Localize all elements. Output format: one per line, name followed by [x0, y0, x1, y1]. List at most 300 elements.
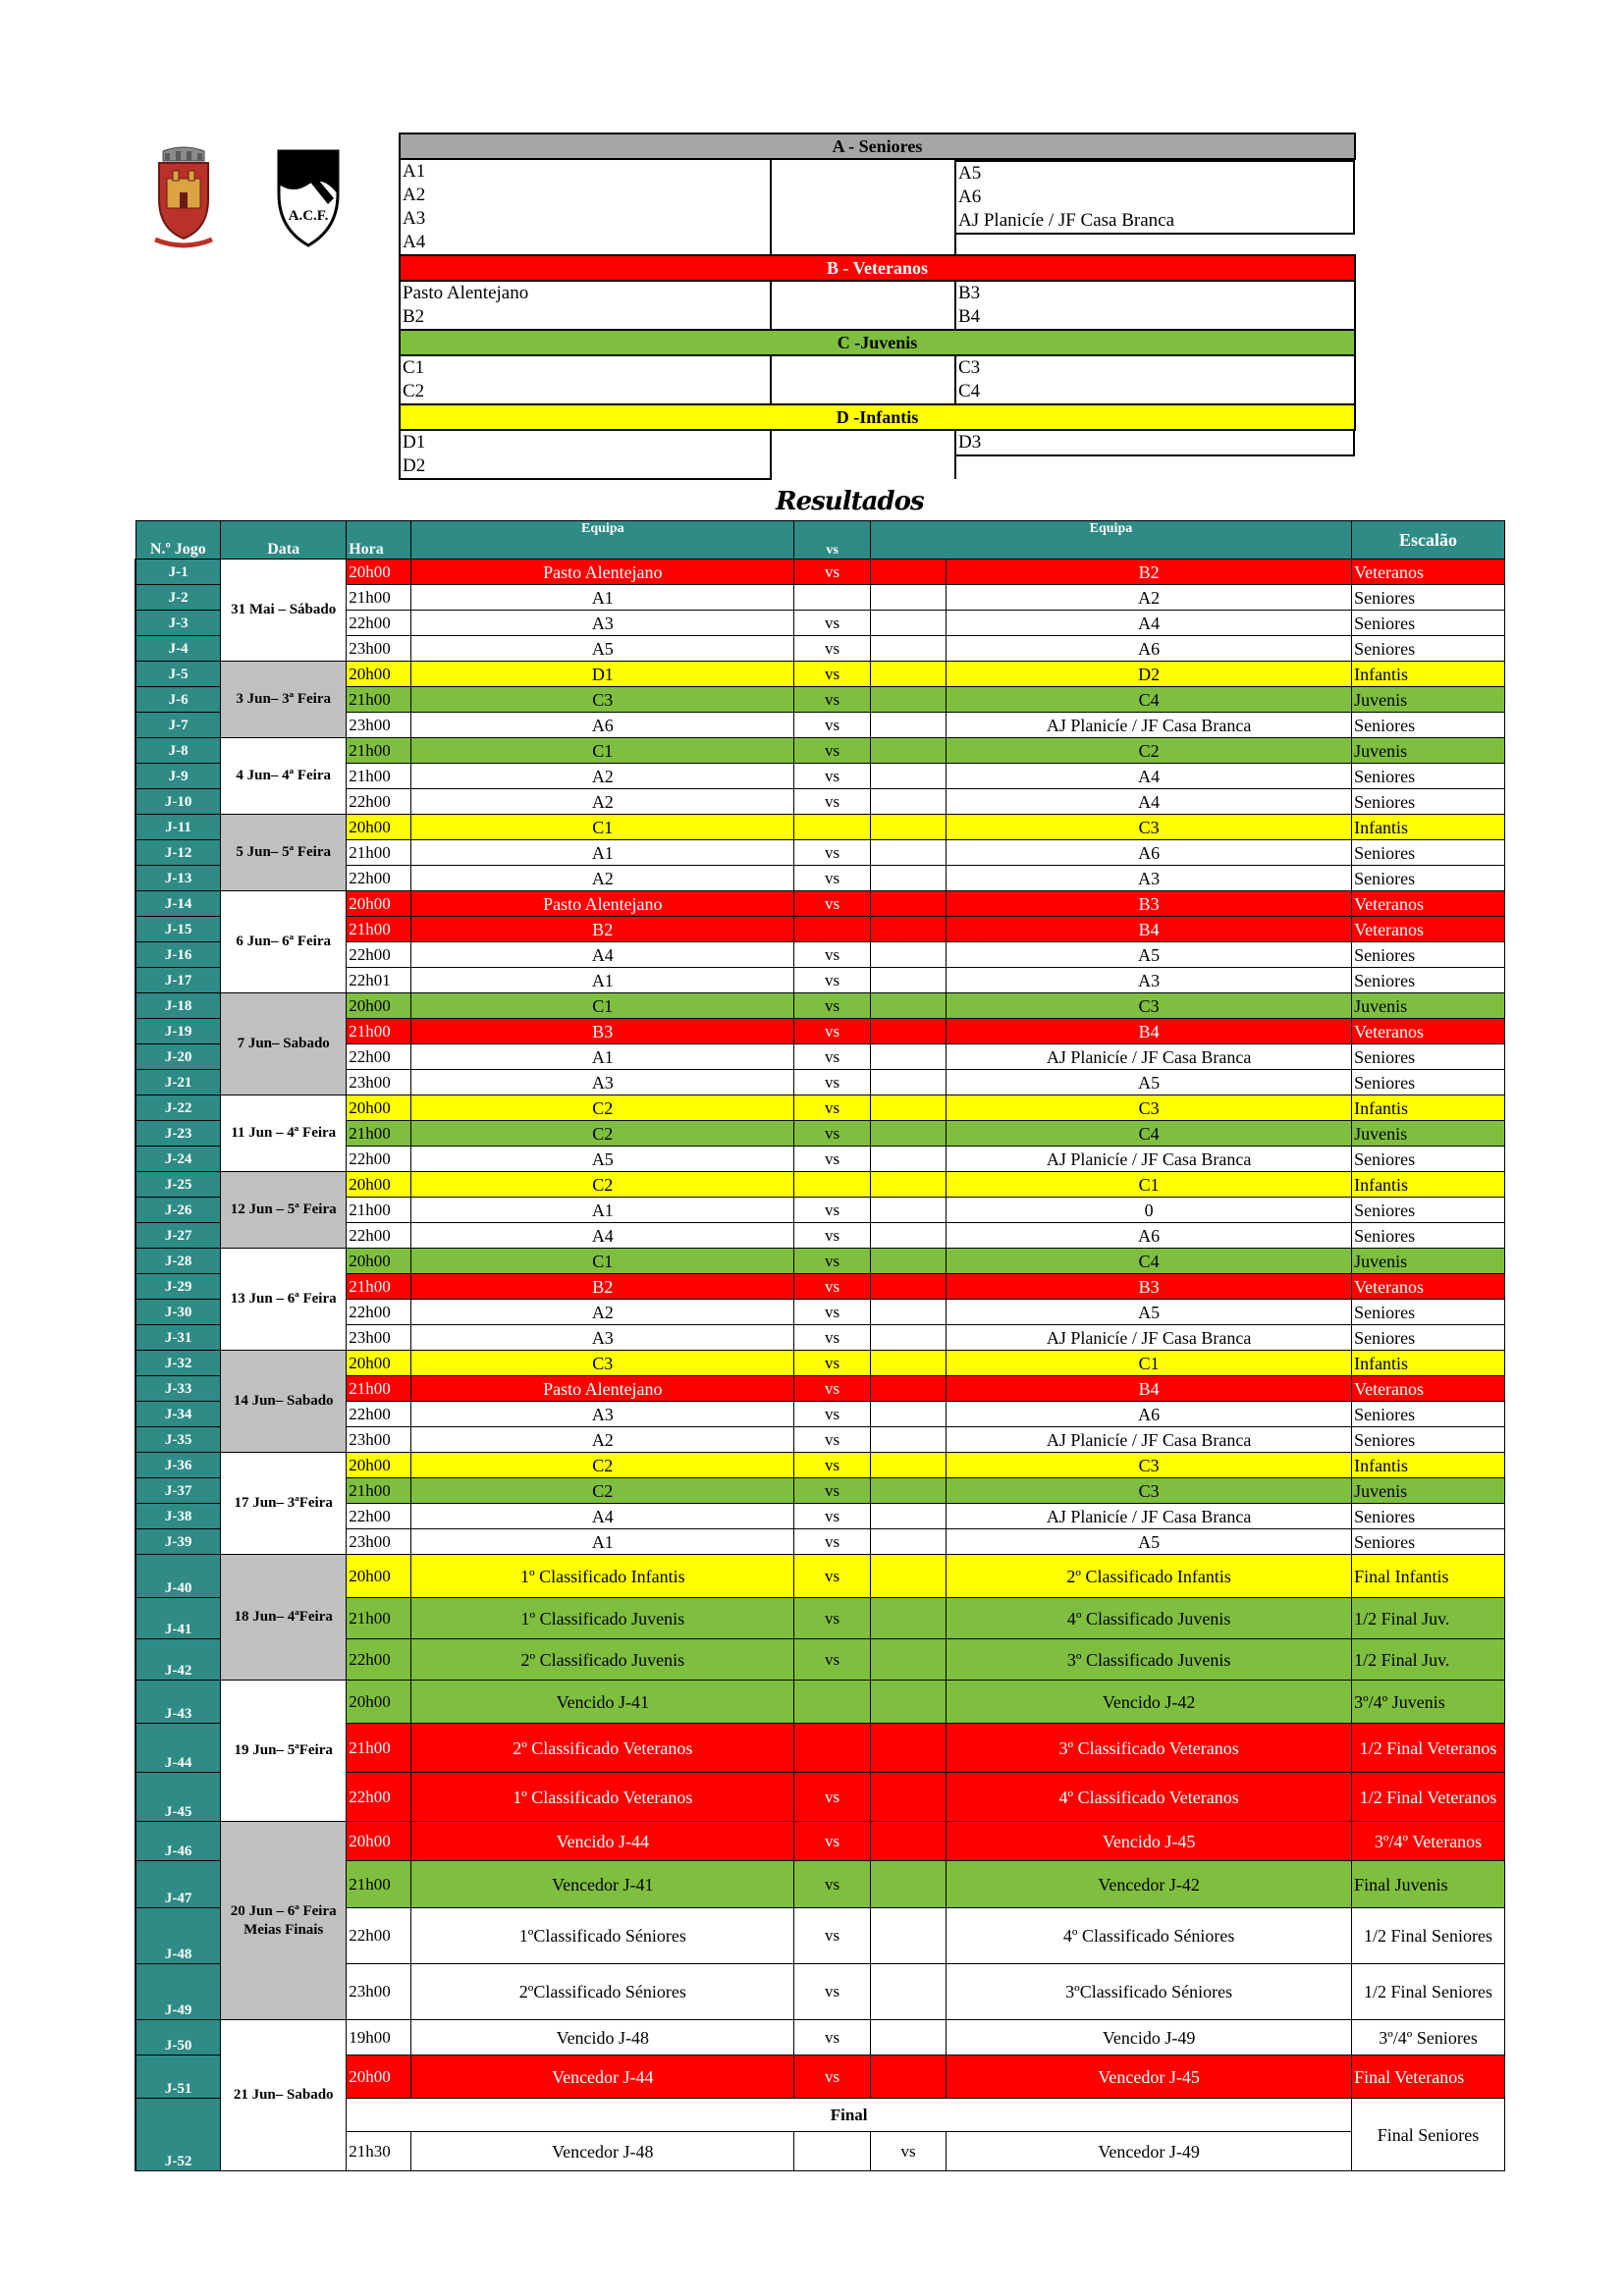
hora-cell: 20h00	[347, 815, 411, 840]
team-1-cell: 1ºClassificado Séniores	[411, 1908, 794, 1964]
hora-cell: 22h00	[347, 1639, 411, 1681]
group-teams-row	[400, 355, 1355, 404]
hora-cell: 21h00	[347, 687, 411, 713]
escalao-cell: Seniores	[1352, 1504, 1505, 1529]
team-1-cell: B3	[411, 1019, 794, 1044]
hora-cell: 20h00	[347, 1351, 411, 1376]
game-number: J-13	[135, 866, 221, 891]
game-number: J-22	[135, 1095, 221, 1121]
escalao-cell: Seniores	[1352, 1300, 1505, 1325]
team-1-cell: C2	[411, 1478, 794, 1504]
game-row	[135, 1249, 1505, 1274]
group-right-teams	[955, 355, 1355, 404]
vs-cell: vs	[794, 1147, 870, 1172]
hora-cell: 20h00	[347, 1095, 411, 1121]
team-2-cell: 3ºClassificado Séniores	[947, 1964, 1352, 2020]
team-1-cell: A4	[411, 1504, 794, 1529]
vs-cell	[794, 1172, 870, 1198]
game-row	[135, 2020, 1505, 2056]
escalao-cell: Seniores	[1352, 968, 1505, 993]
hora-cell: 21h00	[347, 1478, 411, 1504]
escalao-cell: Juvenis	[1352, 1121, 1505, 1147]
hora-cell: 21h00	[347, 1019, 411, 1044]
hora-cell: 21h00	[347, 917, 411, 942]
spacer-cell	[870, 636, 946, 662]
hora-cell: 20h00	[347, 1555, 411, 1598]
team-1-cell: A4	[411, 942, 794, 968]
date-cell: 20 Jun – 6ª Feira Meias Finais	[221, 1822, 347, 2020]
spacer-cell	[870, 1598, 946, 1639]
group-teams-row	[400, 281, 1355, 330]
game-row	[135, 1172, 1505, 1198]
spacer-cell	[870, 1453, 946, 1478]
team-1-cell: A6	[411, 713, 794, 738]
team-1-cell: A2	[411, 1300, 794, 1325]
game-number: J-4	[135, 636, 221, 662]
group-teams-row	[400, 430, 1355, 479]
vs-cell: vs	[794, 1325, 870, 1351]
vs-cell: vs	[794, 1478, 870, 1504]
group-title: C -Juvenis	[400, 330, 1355, 355]
hora-cell: 23h00	[347, 1427, 411, 1453]
hora-cell: 21h00	[347, 764, 411, 789]
crest-logos	[151, 145, 377, 251]
game-number: J-37	[135, 1478, 221, 1504]
game-row	[135, 1822, 1505, 1861]
group-teams-row	[400, 159, 1355, 255]
game-number: J-18	[135, 993, 221, 1019]
spacer-cell	[870, 1044, 946, 1070]
vs-cell	[794, 917, 870, 942]
team-1-cell: A1	[411, 1529, 794, 1555]
vs-cell: vs	[794, 1121, 870, 1147]
date-cell: 7 Jun– Sabado	[221, 993, 347, 1095]
spacer-cell	[870, 738, 946, 764]
escalao-cell: Infantis	[1352, 1095, 1505, 1121]
team-1-cell: A1	[411, 1198, 794, 1223]
team-1-cell: C1	[411, 815, 794, 840]
date-cell: 19 Jun– 5ªFeira	[221, 1681, 347, 1822]
escalao-cell: 3º/4º Seniores	[1352, 2020, 1505, 2056]
game-number: J-2	[135, 585, 221, 611]
spacer-cell	[870, 1908, 946, 1964]
spacer-cell	[870, 1681, 946, 1724]
hora-cell: 20h00	[347, 1453, 411, 1478]
hora-cell: 20h00	[347, 1822, 411, 1861]
game-row	[135, 993, 1505, 1019]
vs-cell: vs	[794, 611, 870, 636]
spacer-cell	[870, 1274, 946, 1300]
team-1-cell: Pasto Alentejano	[411, 1376, 794, 1402]
escalao-cell: Seniores	[1352, 1529, 1505, 1555]
game-number: J-34	[135, 1402, 221, 1427]
team-2-cell: C4	[947, 1249, 1352, 1274]
date-cell: 5 Jun– 5ª Feira	[221, 815, 347, 891]
escalao-cell: Seniores	[1352, 585, 1505, 611]
team-name: Pasto Alentejano	[403, 283, 529, 303]
escalao-cell: Seniores	[1352, 1223, 1505, 1249]
spacer-cell	[870, 1223, 946, 1249]
spacer-cell	[870, 1019, 946, 1044]
group-left-teams	[400, 281, 771, 330]
vs-cell: vs	[794, 840, 870, 866]
game-row	[135, 738, 1505, 764]
game-number: J-12	[135, 840, 221, 866]
team-2-cell: A6	[947, 840, 1352, 866]
escalao-cell: Veteranos	[1352, 1019, 1505, 1044]
hora-cell: 21h00	[347, 1274, 411, 1300]
team-2-cell: 4º Classificado Veteranos	[947, 1773, 1352, 1822]
date-cell: 6 Jun– 6ª Feira	[221, 891, 347, 993]
spacer-cell	[870, 1427, 946, 1453]
team-name: D1	[403, 432, 426, 453]
team-1-cell: A2	[411, 1427, 794, 1453]
team-1-cell: 2º Classificado Veteranos	[411, 1724, 794, 1773]
game-number: J-36	[135, 1453, 221, 1478]
vs-cell: vs	[794, 942, 870, 968]
group-title: B - Veteranos	[400, 255, 1355, 281]
game-number: J-21	[135, 1070, 221, 1095]
spacer-cell	[870, 1504, 946, 1529]
hora-cell: 20h00	[347, 2056, 411, 2099]
spacer-cell	[870, 1121, 946, 1147]
game-number: J-43	[135, 1681, 221, 1724]
game-number: J-24	[135, 1147, 221, 1172]
game-number: J-49	[135, 1964, 221, 2020]
spacer-cell	[870, 789, 946, 815]
team-1-cell: Vencedor J-41	[411, 1861, 794, 1908]
hora-cell: 23h00	[347, 636, 411, 662]
team-1-cell: B2	[411, 1274, 794, 1300]
group-spacer	[771, 159, 955, 255]
team-1-cell: Vencido J-48	[411, 2020, 794, 2056]
escalao-cell: Juvenis	[1352, 1478, 1505, 1504]
game-number: J-45	[135, 1773, 221, 1822]
hora-cell: 22h00	[347, 866, 411, 891]
spacer-cell	[870, 2020, 946, 2056]
date-cell: 31 Mai – Sábado	[221, 560, 347, 662]
team-name: A1	[403, 161, 426, 182]
group-right-teams	[955, 430, 1355, 479]
spacer-cell	[870, 942, 946, 968]
group-header-row	[400, 133, 1355, 159]
hora-cell: 22h00	[347, 942, 411, 968]
game-row	[135, 1555, 1505, 1598]
group-title: D -Infantis	[400, 404, 1355, 430]
vs-cell: vs	[794, 891, 870, 917]
vs-cell: vs	[794, 1427, 870, 1453]
team-2-cell: B4	[947, 1376, 1352, 1402]
game-number: J-38	[135, 1504, 221, 1529]
vs-cell: vs	[794, 1019, 870, 1044]
game-number: J-30	[135, 1300, 221, 1325]
team-2-cell: Vencedor J-49	[947, 2132, 1352, 2171]
game-number: J-15	[135, 917, 221, 942]
team-2-cell: C3	[947, 1095, 1352, 1121]
team-1-cell: 1º Classificado Infantis	[411, 1555, 794, 1598]
team-2-cell: A2	[947, 585, 1352, 611]
escalao-cell: 1/2 Final Veteranos	[1352, 1773, 1505, 1822]
vs-cell: vs	[794, 1908, 870, 1964]
team-name: A5	[958, 163, 982, 184]
escalao-cell: Infantis	[1352, 1453, 1505, 1478]
team-2-cell: C3	[947, 993, 1352, 1019]
team-1-cell: A2	[411, 789, 794, 815]
vs-cell: vs	[794, 1274, 870, 1300]
vs-cell: vs	[794, 789, 870, 815]
team-1-cell: C1	[411, 993, 794, 1019]
escalao-cell: Seniores	[1352, 713, 1505, 738]
vs-cell	[794, 1681, 870, 1724]
game-number: J-42	[135, 1639, 221, 1681]
game-number: J-51	[135, 2056, 221, 2099]
team-1-cell: Vencedor J-48	[411, 2132, 794, 2171]
group-header-row	[400, 330, 1355, 355]
results-title: Resultados	[776, 487, 924, 516]
spacer-cell	[870, 993, 946, 1019]
escalao-cell: Seniores	[1352, 840, 1505, 866]
hora-cell: 22h01	[347, 968, 411, 993]
spacer-cell	[870, 585, 946, 611]
game-row	[135, 560, 1505, 585]
escalao-cell: Juvenis	[1352, 687, 1505, 713]
team-2-cell: AJ Planicíe / JF Casa Branca	[947, 1504, 1352, 1529]
hora-cell: 20h00	[347, 1681, 411, 1724]
team-1-cell: A1	[411, 585, 794, 611]
hora-cell: 23h00	[347, 1529, 411, 1555]
game-row	[135, 1351, 1505, 1376]
groups-table	[399, 133, 1356, 480]
spacer-cell	[870, 1249, 946, 1274]
team-1-cell: Vencido J-44	[411, 1822, 794, 1861]
spacer-cell	[870, 1402, 946, 1427]
team-2-cell: 0	[947, 1198, 1352, 1223]
spacer-cell	[870, 1964, 946, 2020]
spacer-cell	[870, 611, 946, 636]
team-1-cell: A1	[411, 968, 794, 993]
schedule-header-row	[135, 521, 1505, 560]
team-2-cell: A4	[947, 611, 1352, 636]
game-number: J-48	[135, 1908, 221, 1964]
game-number: J-52	[135, 2099, 221, 2171]
team-2-cell: B2	[947, 560, 1352, 585]
game-number: J-9	[135, 764, 221, 789]
team-2-cell: A3	[947, 866, 1352, 891]
vs-cell: vs	[794, 662, 870, 687]
hora-cell: 22h00	[347, 1908, 411, 1964]
escalao-cell: Seniores	[1352, 1147, 1505, 1172]
header-data: Data	[221, 521, 347, 560]
vs-cell: vs	[794, 1529, 870, 1555]
team-2-cell: Vencido J-45	[947, 1822, 1352, 1861]
vs-cell: vs	[794, 2056, 870, 2099]
team-2-cell: A4	[947, 789, 1352, 815]
team-1-cell: B2	[411, 917, 794, 942]
group-left-teams	[400, 159, 771, 255]
header-equipa-1: Equipa	[411, 521, 794, 560]
team-1-cell: C1	[411, 1249, 794, 1274]
hora-cell: 22h00	[347, 1044, 411, 1070]
team-2-cell: AJ Planicíe / JF Casa Branca	[947, 1147, 1352, 1172]
hora-cell: 21h00	[347, 1724, 411, 1773]
logos	[151, 145, 377, 251]
spacer-cell	[870, 917, 946, 942]
hora-cell: 20h00	[347, 1249, 411, 1274]
hora-cell: 21h00	[347, 840, 411, 866]
spacer-cell	[870, 1147, 946, 1172]
group-header-row	[400, 255, 1355, 281]
hora-cell: 21h00	[347, 585, 411, 611]
vs-cell: vs	[794, 1402, 870, 1427]
team-2-cell: AJ Planicíe / JF Casa Branca	[947, 1325, 1352, 1351]
team-1-cell: A3	[411, 1070, 794, 1095]
team-1-cell: A5	[411, 636, 794, 662]
spacer-cell	[870, 1095, 946, 1121]
group-left-teams	[400, 430, 771, 479]
escalao-cell: Juvenis	[1352, 993, 1505, 1019]
game-row	[135, 815, 1505, 840]
team-1-cell: A3	[411, 611, 794, 636]
game-number: J-27	[135, 1223, 221, 1249]
team-2-cell: A5	[947, 1529, 1352, 1555]
team-2-cell: B3	[947, 1274, 1352, 1300]
escalao-cell: Final Infantis	[1352, 1555, 1505, 1598]
team-2-cell: Vencedor J-42	[947, 1861, 1352, 1908]
vs-cell: vs	[794, 1351, 870, 1376]
team-2-cell: A5	[947, 1300, 1352, 1325]
spacer-cell	[870, 968, 946, 993]
escalao-cell: Seniores	[1352, 1402, 1505, 1427]
team-2-cell: B3	[947, 891, 1352, 917]
spacer-cell	[870, 840, 946, 866]
spacer-cell	[870, 764, 946, 789]
game-row	[135, 1453, 1505, 1478]
vs-cell: vs	[794, 1044, 870, 1070]
header-hora: Hora	[347, 521, 411, 560]
team-1-cell: C2	[411, 1172, 794, 1198]
game-number: J-26	[135, 1198, 221, 1223]
hora-cell: 19h00	[347, 2020, 411, 2056]
date-cell: 4 Jun– 4ª Feira	[221, 738, 347, 815]
team-2-cell: C3	[947, 1478, 1352, 1504]
game-number: J-11	[135, 815, 221, 840]
team-2-cell: A6	[947, 1402, 1352, 1427]
team-2-cell: Vencido J-49	[947, 2020, 1352, 2056]
game-number: J-41	[135, 1598, 221, 1639]
spacer-cell	[870, 1325, 946, 1351]
hora-cell: 21h00	[347, 1861, 411, 1908]
team-1-cell: A3	[411, 1402, 794, 1427]
spacer-cell	[870, 866, 946, 891]
team-1-cell: D1	[411, 662, 794, 687]
team-2-cell: Vencido J-42	[947, 1681, 1352, 1724]
vs-cell: vs	[794, 1453, 870, 1478]
team-2-cell: AJ Planicíe / JF Casa Branca	[947, 713, 1352, 738]
team-name: D3	[956, 431, 1355, 456]
acf-club-crest-icon	[279, 151, 338, 245]
acf-crest-text: A.C.F.	[288, 208, 329, 224]
escalao-cell: Infantis	[1352, 662, 1505, 687]
vs-cell: vs	[794, 993, 870, 1019]
vs-cell: vs	[794, 1639, 870, 1681]
hora-cell: 20h00	[347, 891, 411, 917]
vs-cell: vs	[794, 1198, 870, 1223]
vs-cell: vs	[794, 764, 870, 789]
hora-cell: 21h00	[347, 1598, 411, 1639]
escalao-cell: Seniores	[1352, 942, 1505, 968]
spacer-cell	[870, 560, 946, 585]
vs-cell	[794, 815, 870, 840]
team-name: B3	[958, 283, 981, 303]
spacer-cell	[870, 713, 946, 738]
date-cell: 11 Jun – 4ª Feira	[221, 1095, 347, 1172]
final-label: Final	[347, 2099, 1352, 2132]
vs-cell: vs	[794, 713, 870, 738]
spacer-cell	[870, 1724, 946, 1773]
team-name: A4	[403, 232, 426, 252]
team-1-cell: C3	[411, 1351, 794, 1376]
date-cell: 13 Jun – 6ª Feira	[221, 1249, 347, 1351]
escalao-cell: Seniores	[1352, 1198, 1505, 1223]
escalao-cell: Final Veteranos	[1352, 2056, 1505, 2099]
escalao-cell: 1/2 Final Juv.	[1352, 1639, 1505, 1681]
game-number: J-17	[135, 968, 221, 993]
vs-cell: vs	[870, 2132, 946, 2171]
game-number: J-14	[135, 891, 221, 917]
team-1-cell: A4	[411, 1223, 794, 1249]
game-number: J-50	[135, 2020, 221, 2056]
team-name: C3	[958, 357, 981, 378]
date-cell: 18 Jun– 4ªFeira	[221, 1555, 347, 1681]
escalao-cell: Seniores	[1352, 1427, 1505, 1453]
game-row	[135, 1095, 1505, 1121]
date-cell: 14 Jun– Sabado	[221, 1351, 347, 1453]
team-1-cell: A2	[411, 764, 794, 789]
game-row	[135, 662, 1505, 687]
team-2-cell: A3	[947, 968, 1352, 993]
vs-cell: vs	[794, 1249, 870, 1274]
team-name: A3	[403, 208, 426, 229]
team-1-cell: Pasto Alentejano	[411, 891, 794, 917]
escalao-cell: Juvenis	[1352, 1249, 1505, 1274]
escalao-cell: Final Seniores	[1352, 2099, 1505, 2171]
team-2-cell: 3º Classificado Veteranos	[947, 1724, 1352, 1773]
vs-cell: vs	[794, 968, 870, 993]
game-number: J-29	[135, 1274, 221, 1300]
game-number: J-35	[135, 1427, 221, 1453]
spacer-cell	[870, 687, 946, 713]
header-num: N.º Jogo	[135, 521, 221, 560]
team-2-cell: B4	[947, 1019, 1352, 1044]
vs-cell: vs	[794, 1598, 870, 1639]
game-number: J-20	[135, 1044, 221, 1070]
team-1-cell: 1º Classificado Juvenis	[411, 1598, 794, 1639]
vs-cell: vs	[794, 1555, 870, 1598]
hora-cell: 21h30	[347, 2132, 411, 2171]
game-number: J-28	[135, 1249, 221, 1274]
game-number: J-25	[135, 1172, 221, 1198]
escalao-cell: 3º/4º Veteranos	[1352, 1822, 1505, 1861]
vs-cell: vs	[794, 560, 870, 585]
vs-cell: vs	[794, 866, 870, 891]
spacer-cell	[870, 1529, 946, 1555]
team-2-cell: C2	[947, 738, 1352, 764]
escalao-cell: Seniores	[1352, 1070, 1505, 1095]
team-2-cell: AJ Planicíe / JF Casa Branca	[947, 1427, 1352, 1453]
team-2-cell: AJ Planicíe / JF Casa Branca	[947, 1044, 1352, 1070]
game-number: J-31	[135, 1325, 221, 1351]
hora-cell: 20h00	[347, 560, 411, 585]
